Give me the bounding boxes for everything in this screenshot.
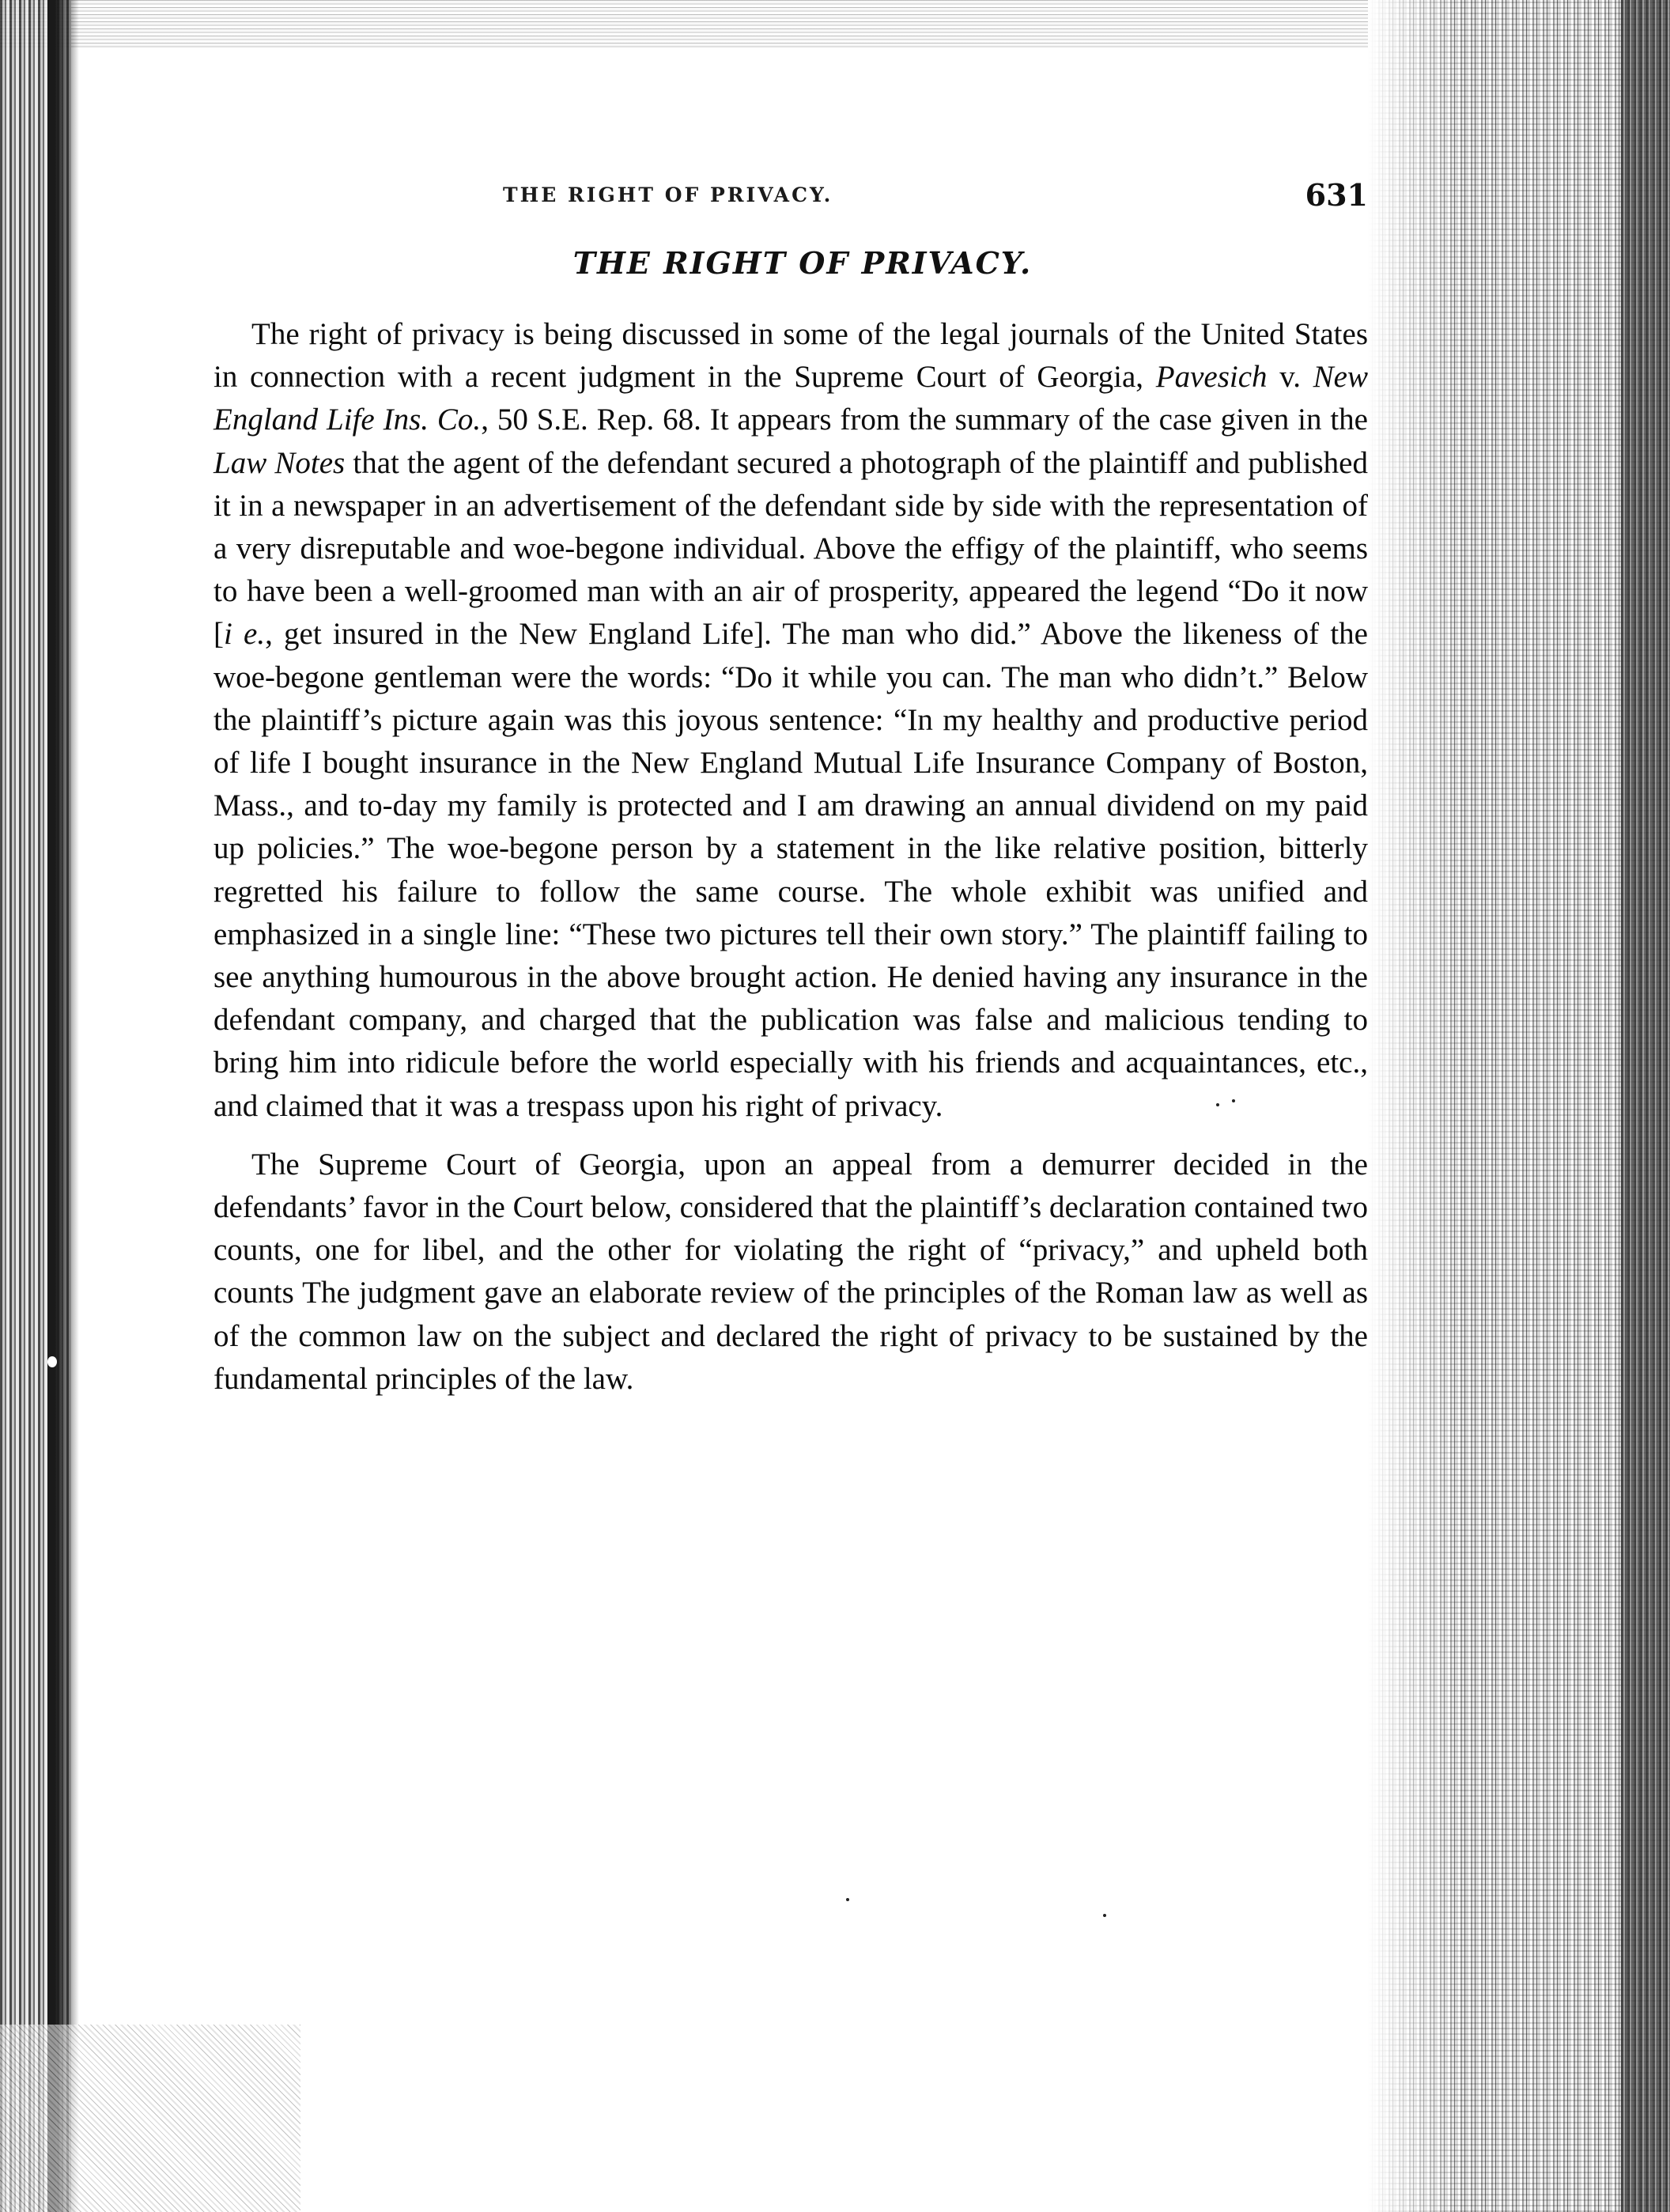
scan-noise-right-fade bbox=[1368, 0, 1463, 2212]
case-defendant: New England Life Ins. Co. bbox=[213, 360, 1368, 437]
scan-speck bbox=[47, 1356, 57, 1367]
paragraph-1 bbox=[213, 313, 1368, 1128]
paragraph-1-text: that the agent of the defendant secured a photograph of the plaintiff and published it in a newspaper in an advertisement of the defendant side by side with the representation of a very disreputable and woe-begone individual. Above the effigy of the plaintiff, who seems to have been a well-groomed man with an air of prosperity, appeared the legend “Do it now [ bbox=[213, 445, 1368, 652]
paragraph-2: The Supreme Court of Georgia, upon an appeal from a demurrer decided in the defendants’ favor in the Court below, considered that the plaintiff’s declaration contained two counts, one for libel, and the other for violating the right of “privacy,” and upheld both counts The judgment gave an elaborate review of the principles of the Roman law as well as of the common law on the subject and declared the right of privacy to be sustained by the fundamental principles of the law. bbox=[213, 1147, 1368, 1396]
running-header bbox=[213, 177, 1368, 231]
article-title: THE RIGHT OF PRIVACY. bbox=[572, 245, 1033, 281]
journal-name: Law Notes bbox=[213, 445, 346, 480]
case-plaintiff: Pavesich bbox=[1155, 360, 1268, 395]
page-number: 631 bbox=[1305, 177, 1368, 213]
running-title: THE RIGHT OF PRIVACY. bbox=[503, 183, 833, 206]
paragraph-1-text: , 50 S.E. Rep. 68. It appears from the summary of the case given in the bbox=[481, 403, 1368, 437]
scan-edge-dark bbox=[1621, 0, 1670, 2212]
paragraph-1-text: , get insured in the New England Life]. The man who did.” Above the likeness of the woe-begone gentleman were the words: “Do it while you can. The man who didn’t.” Below the plaintiff’s picture again was this joyous sentence: “In my healthy and productive period of life I bought insurance in the New England Mutual Life Insurance Company of Boston, Mass., and to-day my family is protected and I am drawing an annual dividend on my paid up policies.” The woe-begone person by a statement in the like relative position, bitterly regretted his failure to follow the same course. The whole exhibit was unified and emphasized in a single line: “These two pictures tell their own story.” The plaintiff failing to see anything humourous in the above brought action. He denied having any insurance in the defendant company, and charged that the publication was false and malicious tending to bring him into ridicule before the world especially with his friends and acquaintances, etc., and claimed that it was a trespass upon his right of privacy. bbox=[213, 617, 1368, 1123]
page-gutter-shadow bbox=[47, 0, 79, 2212]
abbreviation-ie: i e. bbox=[224, 617, 266, 652]
case-versus: v. bbox=[1267, 360, 1313, 395]
paragraph-1-text: The right of privacy is being discussed in some of the legal journals of the United States in connection with a recent judgment in the Supreme Court of Georgia, bbox=[213, 317, 1368, 395]
document-page bbox=[213, 0, 1368, 2212]
article-body bbox=[213, 313, 1368, 1401]
